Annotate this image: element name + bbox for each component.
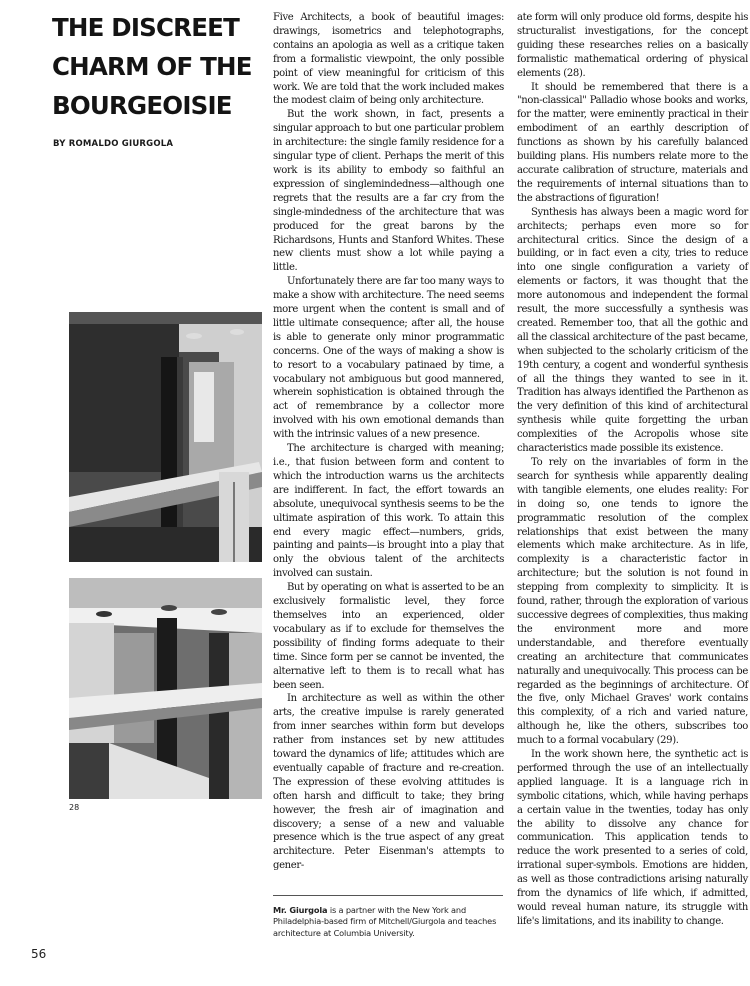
article-column-right — [517, 11, 748, 929]
paragraph: The architecture is charged with meaning; i.e., that fusion between form and content to which the introduction warns us the architects are indifferent. In fact, the effort towards an absolute, unequivocal synthesis seems to be the ultimate aspiration of this work. To attain this end every magic effect—numbers, grids, painting and paints—is brought into a play that only the obvious talent of the architects involved can sustain. — [273, 443, 504, 580]
article-title: THE DISCREET CHARM OF THE BOURGEOISIE — [52, 13, 252, 120]
paragraph: ate form will only produce old forms, despite his structuralist investigations, for the concept guiding these researches relies on a basically formalistic mathematical ordering of physical elements (28). — [517, 12, 748, 79]
page-number: 56 — [31, 947, 47, 961]
paragraph: Unfortunately there are far too many ways to make a show with architecture. The need seems more urgent when the content is small and of little ultimate consequence; after all, the house is able to generate only minor programmatic concerns. One of the ways of making a show is to resort to a vocabulary patinaed by time, a vocabulary not ambiguous but good mannered, wherein sophistication is obtained through the act of remembrance by a collector more involved with his own emotional demands than with the intrinsic values of a new presence. — [273, 276, 504, 441]
footnote-divider — [273, 895, 503, 896]
paragraph: Five Architects, a book of beautiful images: drawings, isometrics and telephotographs, contains an apologia as well as a critique taken from a formalistic viewpoint, the only possible point of view meaningful for criticism of this work. We are told that the work included makes the modest claim of being only architecture. — [273, 12, 504, 107]
paragraph: But the work shown, in fact, presents a singular approach to but one particular problem in architecture: the single family residence for a singular type of client. Perhaps the merit of this work is its ability to embody so faithful an expression of singlemindedness—although one regrets that the results are a far cry from the single-mindedness of the architecture that was produced for the great barons by the Richardsons, Hunts and Stanford Whites. These new clients must show a lot while paying a little. — [273, 109, 504, 274]
paragraph: It should be remembered that there is a "non-classical" Palladio whose books and works, for the matter, were eminently practical in their embodiment of an earthly description of functions as shown by his carefully balanced building plans. His numbers relate more to the accurate calibration of structure, materials and the requirements of internal situations than to the abstractions of figuration! — [517, 81, 748, 204]
interior-photo-lower — [69, 578, 262, 799]
footnote-author-name: Mr. Giurgola — [273, 905, 328, 915]
paragraph: But by operating on what is asserted to be an exclusively formalistic level, they force themselves into an experienced, older vocabulary as if to exclude for themselves the possibility of finding forms adequate to their time. Since form per se cannot be invented, the alternative left to them is to recall what has been seen. — [273, 582, 504, 691]
article-column-middle — [273, 11, 504, 873]
paragraph: Synthesis has always been a magic word for architects; perhaps even more so for architectural critics. Since the design of a building, or in fact even a city, tries to reduce into one single configuration a variety of elements or factors, it was thought that the more autonomous and independent the formal result, the more successfully a synthesis was created. Remember too, that all the gothic and all the classical architecture of the past became, when subjected to the scholarly criticism of the 19th century, a cogent and wonderful synthesis of all the things they wanted to see in it. Tradition has always identified the Parthenon as the very definition of this kind of architectural synthesis while quite forgetting the urban complexities of the Acropolis whose site characteristics made possible its existence. — [517, 206, 748, 455]
paragraph: In the work shown here, the synthetic act is performed through the use of an intellectually applied language. It is a language rich in symbolic citations, which, while having perhaps a certain value in the twenties, today has only the ability to dissolve any chance for communication. This application tends to reduce the work presented to a series of cold, irrational super-symbols. Emotions are hidden, as well as those contradictions arising naturally from the dynamics of life which, if admitted, would reveal human nature, its struggle with life's limitations, and its inability to change. — [517, 749, 748, 927]
interior-photo-upper — [69, 312, 262, 562]
paragraph: In architecture as well as within the other arts, the creative impulse is rarely generated from inner searches within form but develops rather from instances set by new attitudes toward the dynamics of life; attitudes which are eventually capable of fracture and re-creation. The expression of these evolving attitudes is often harsh and difficult to take; they bring however, the fresh air of imagination and discovery; a sense of a new and valuable presence which is the true aspect of any great architecture. Peter Eisenman's attempts to gener- — [273, 693, 504, 872]
figure-number: 28 — [69, 803, 80, 812]
paragraph: To rely on the invariables of form in the search for synthesis while apparently dealing with tangible elements, one eludes reality: For in doing so, one tends to ignore the programmatic resolution of the complex relationships that exist between the many elements which make architecture. As in life, complexity is a characteristic factor in architecture; but the solution is not found in stepping from complexity to simplicity. It is found, rather, through the exploration of various successive degrees of complexities, thus making the environment more and more understandable, and therefore eventually creating an architecture that communicates naturally and unequivocally. This process can be regarded as the beginnings of architecture. Of the five, only Michael Graves' work contains this complexity, of a rich and varied nature, although he, like the others, subscribes too much to a formal vocabulary (29). — [517, 457, 748, 747]
author-footnote — [273, 905, 509, 939]
article-byline: BY ROMALDO GIURGOLA — [53, 139, 174, 149]
footnote-text: is a partner with the New York and Philadelphia-based firm of Mitchell/Giurgola and teaches architecture at Columbia University. — [273, 905, 497, 938]
